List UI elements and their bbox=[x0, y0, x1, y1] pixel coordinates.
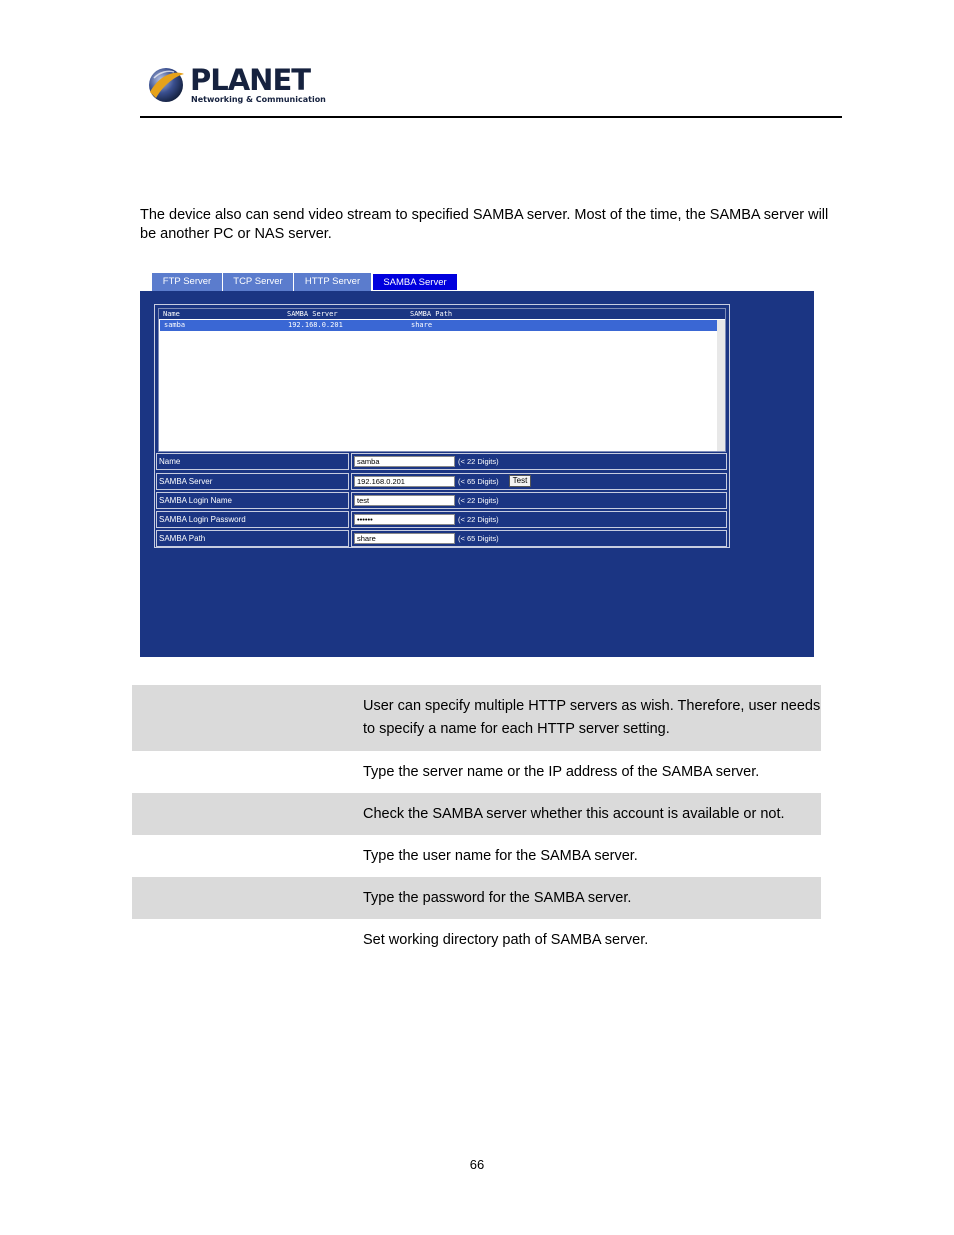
samba-path-input[interactable]: share bbox=[354, 533, 455, 544]
tab-samba-server[interactable]: SAMBA Server bbox=[372, 273, 458, 291]
form-row-name bbox=[156, 453, 728, 470]
description-term bbox=[132, 835, 357, 877]
list-header bbox=[159, 309, 725, 319]
form-row-samba-path bbox=[156, 530, 728, 547]
description-term bbox=[132, 793, 357, 835]
list-scrollbar[interactable] bbox=[717, 320, 725, 451]
tab-ftp-server[interactable]: FTP Server bbox=[152, 273, 223, 291]
description-row-login-password bbox=[132, 877, 821, 919]
login-name-cell bbox=[351, 492, 727, 509]
name-hint: (< 22 Digits) bbox=[458, 457, 499, 466]
description-term bbox=[132, 685, 357, 751]
list-item-path: share bbox=[411, 321, 433, 329]
intro-paragraph: The device also can send video stream to specified SAMBA server. Most of the time, the SAMBA server will be another PC or NAS server. bbox=[140, 207, 829, 242]
tab-http-server[interactable]: HTTP Server bbox=[294, 273, 372, 291]
description-row-samba-path bbox=[132, 919, 821, 961]
column-header-name: Name bbox=[163, 310, 180, 318]
description-term bbox=[132, 751, 357, 793]
description-text: Type the server name or the IP address of the SAMBA server. bbox=[363, 764, 760, 780]
column-header-server: SAMBA Server bbox=[287, 310, 338, 318]
description-row-name bbox=[132, 685, 821, 751]
column-header-path: SAMBA Path bbox=[410, 310, 453, 318]
list-item-server: 192.168.0.201 bbox=[288, 321, 343, 329]
page-number: 66 bbox=[469, 1157, 485, 1172]
description-term bbox=[132, 919, 357, 961]
description-row-samba-server bbox=[132, 751, 821, 793]
brand-name: PLANET bbox=[190, 63, 311, 97]
server-tabs bbox=[152, 273, 458, 291]
login-name-label: SAMBA Login Name bbox=[156, 492, 349, 509]
description-text: User can specify multiple HTTP servers as wish. Therefore, user needs to specify a name for each HTTP server setting. bbox=[363, 698, 821, 737]
description-text: Type the password for the SAMBA server. bbox=[363, 890, 632, 906]
brand-tagline: Networking & Communication bbox=[191, 95, 326, 104]
login-password-input[interactable]: •••••• bbox=[354, 514, 455, 525]
header-divider bbox=[140, 116, 842, 118]
samba-settings-panel bbox=[140, 291, 814, 657]
login-name-hint: (< 22 Digits) bbox=[458, 496, 499, 505]
description-row-test bbox=[132, 793, 821, 835]
name-input[interactable]: samba bbox=[354, 456, 455, 467]
samba-path-label: SAMBA Path bbox=[156, 530, 349, 547]
samba-server-label: SAMBA Server bbox=[156, 473, 349, 490]
samba-path-hint: (< 65 Digits) bbox=[458, 534, 499, 543]
test-button[interactable]: Test bbox=[509, 475, 531, 487]
form-row-login-password bbox=[156, 511, 728, 528]
samba-server-hint: (< 65 Digits) bbox=[458, 477, 499, 486]
list-item[interactable] bbox=[160, 320, 718, 331]
login-password-label: SAMBA Login Password bbox=[156, 511, 349, 528]
list-item-name: samba bbox=[164, 321, 186, 329]
description-text: Set working directory path of SAMBA server. bbox=[363, 932, 649, 948]
samba-server-cell bbox=[351, 473, 727, 490]
name-cell bbox=[351, 453, 727, 470]
description-text: Type the user name for the SAMBA server. bbox=[363, 848, 638, 864]
field-description-table bbox=[132, 685, 821, 961]
login-name-input[interactable]: test bbox=[354, 495, 455, 506]
form-row-login-name bbox=[156, 492, 728, 509]
name-label: Name bbox=[156, 453, 349, 470]
samba-server-input[interactable]: 192.168.0.201 bbox=[354, 476, 455, 487]
login-password-cell bbox=[351, 511, 727, 528]
form-row-samba-server bbox=[156, 473, 728, 490]
description-text: Check the SAMBA server whether this account is available or not. bbox=[363, 806, 785, 822]
globe-icon bbox=[146, 64, 186, 104]
description-row-login-name bbox=[132, 835, 821, 877]
description-term bbox=[132, 877, 357, 919]
samba-server-list[interactable] bbox=[158, 308, 726, 452]
tab-tcp-server[interactable]: TCP Server bbox=[223, 273, 294, 291]
planet-logo bbox=[146, 63, 326, 108]
samba-path-cell bbox=[351, 530, 727, 547]
login-password-hint: (< 22 Digits) bbox=[458, 515, 499, 524]
